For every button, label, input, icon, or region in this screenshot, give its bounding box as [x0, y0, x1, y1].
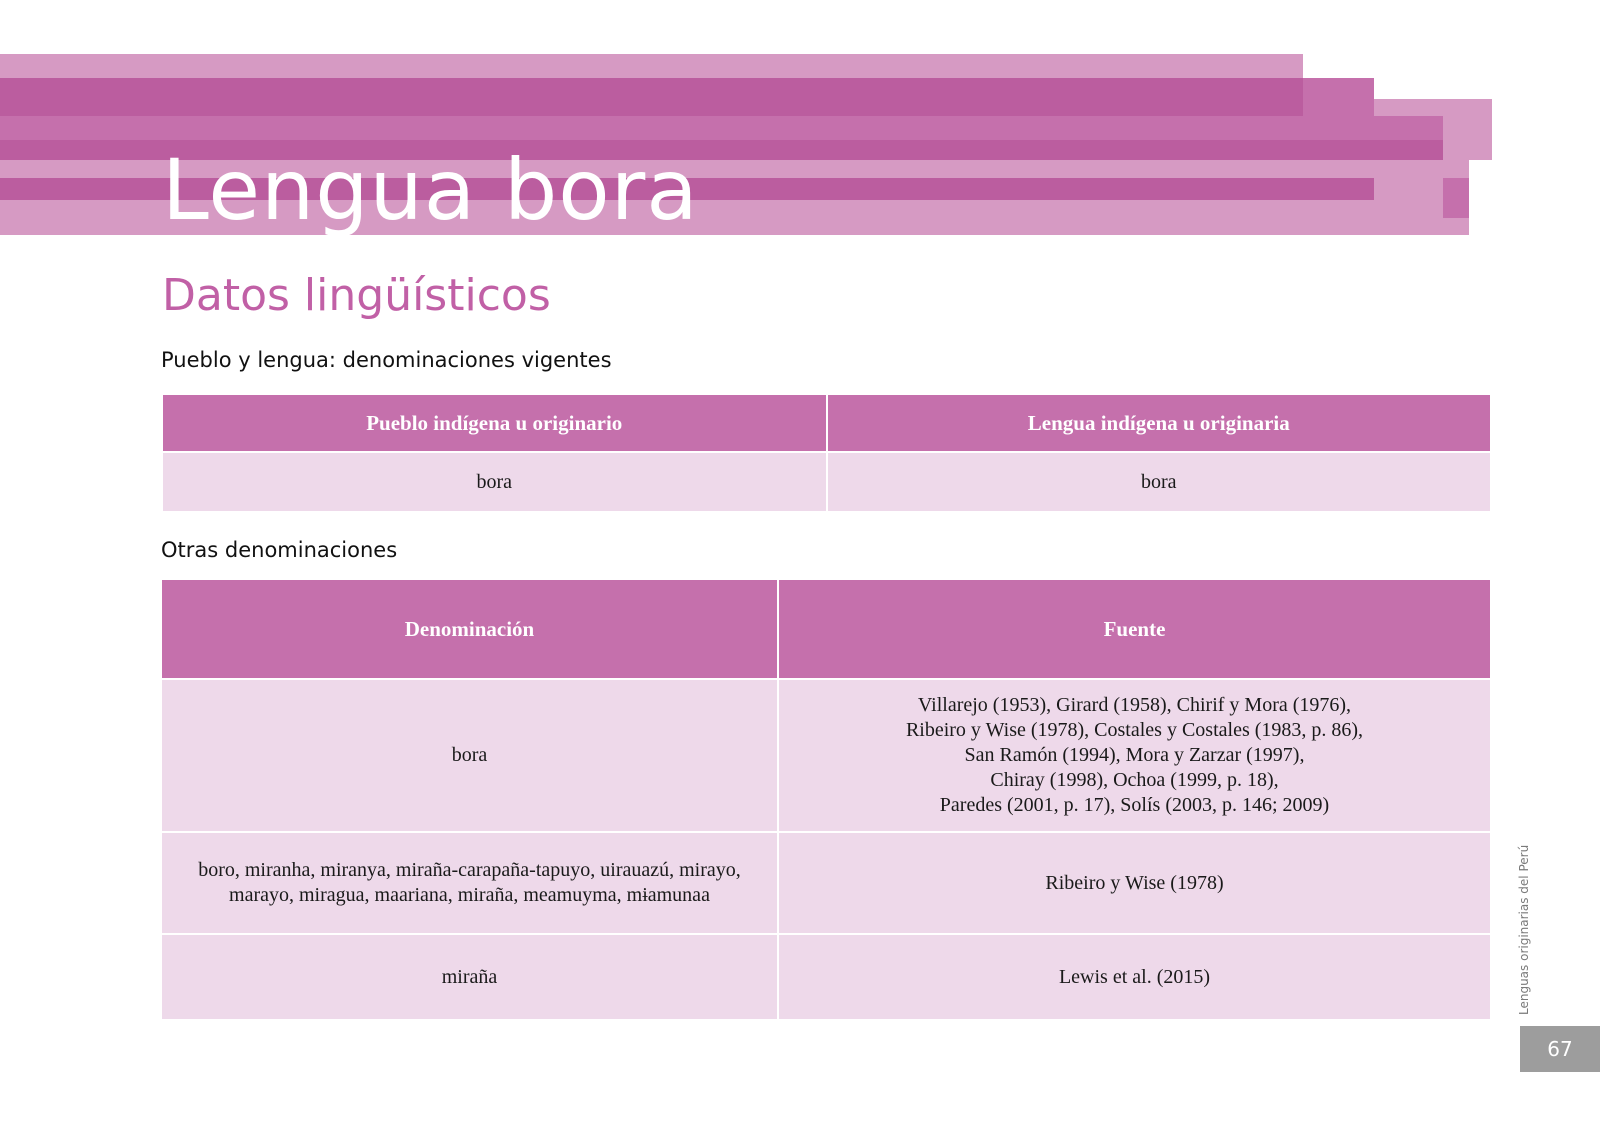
table-cell: boro, miranha, miranya, miraña-carapaña-tapuyo, uirauazú, mirayo, marayo, miragua, maariana, miraña, meamuyma, mɨamunaa	[162, 833, 777, 933]
other-names-table	[160, 578, 1492, 1021]
table-cell: Ribeiro y Wise (1978)	[779, 833, 1490, 933]
table-cell: bora	[162, 680, 777, 831]
table-row	[163, 453, 1490, 511]
section-title: Datos lingüísticos	[162, 270, 551, 321]
table-header-row	[163, 395, 1490, 451]
table-header-row	[162, 580, 1490, 678]
column-header-denominacion: Denominación	[162, 580, 777, 678]
column-header-pueblo: Pueblo indígena u originario	[163, 395, 826, 451]
current-names-heading: Pueblo y lengua: denominaciones vigentes	[161, 348, 612, 372]
other-names-heading: Otras denominaciones	[161, 538, 398, 562]
current-names-table	[161, 393, 1492, 513]
table-cell: bora	[163, 453, 826, 511]
table-row	[162, 833, 1490, 933]
column-header-fuente: Fuente	[779, 580, 1490, 678]
banner-stripe	[0, 78, 1303, 116]
table-row	[162, 680, 1490, 831]
page-number: 67	[1520, 1026, 1600, 1072]
page-title: Lengua bora	[162, 141, 699, 240]
column-header-lengua: Lengua indígena u originaria	[828, 395, 1491, 451]
table-row	[162, 935, 1490, 1019]
table-cell: Villarejo (1953), Girard (1958), Chirif y Mora (1976), Ribeiro y Wise (1978), Costales y Costales (1983, p. 86), San Ramón (1994), Mora y Zarzar (1997), Chiray (1998), Ochoa (1999, p. 18), Paredes (2001, p. 17), Solís (2003, p. 146; 2009)	[779, 680, 1490, 831]
table-cell: miraña	[162, 935, 777, 1019]
table-cell: bora	[828, 453, 1491, 511]
banner-stripe	[1443, 178, 1469, 218]
table-cell: Lewis et al. (2015)	[779, 935, 1490, 1019]
book-title-side-label: Lenguas originarias del Perú	[1517, 844, 1531, 1015]
